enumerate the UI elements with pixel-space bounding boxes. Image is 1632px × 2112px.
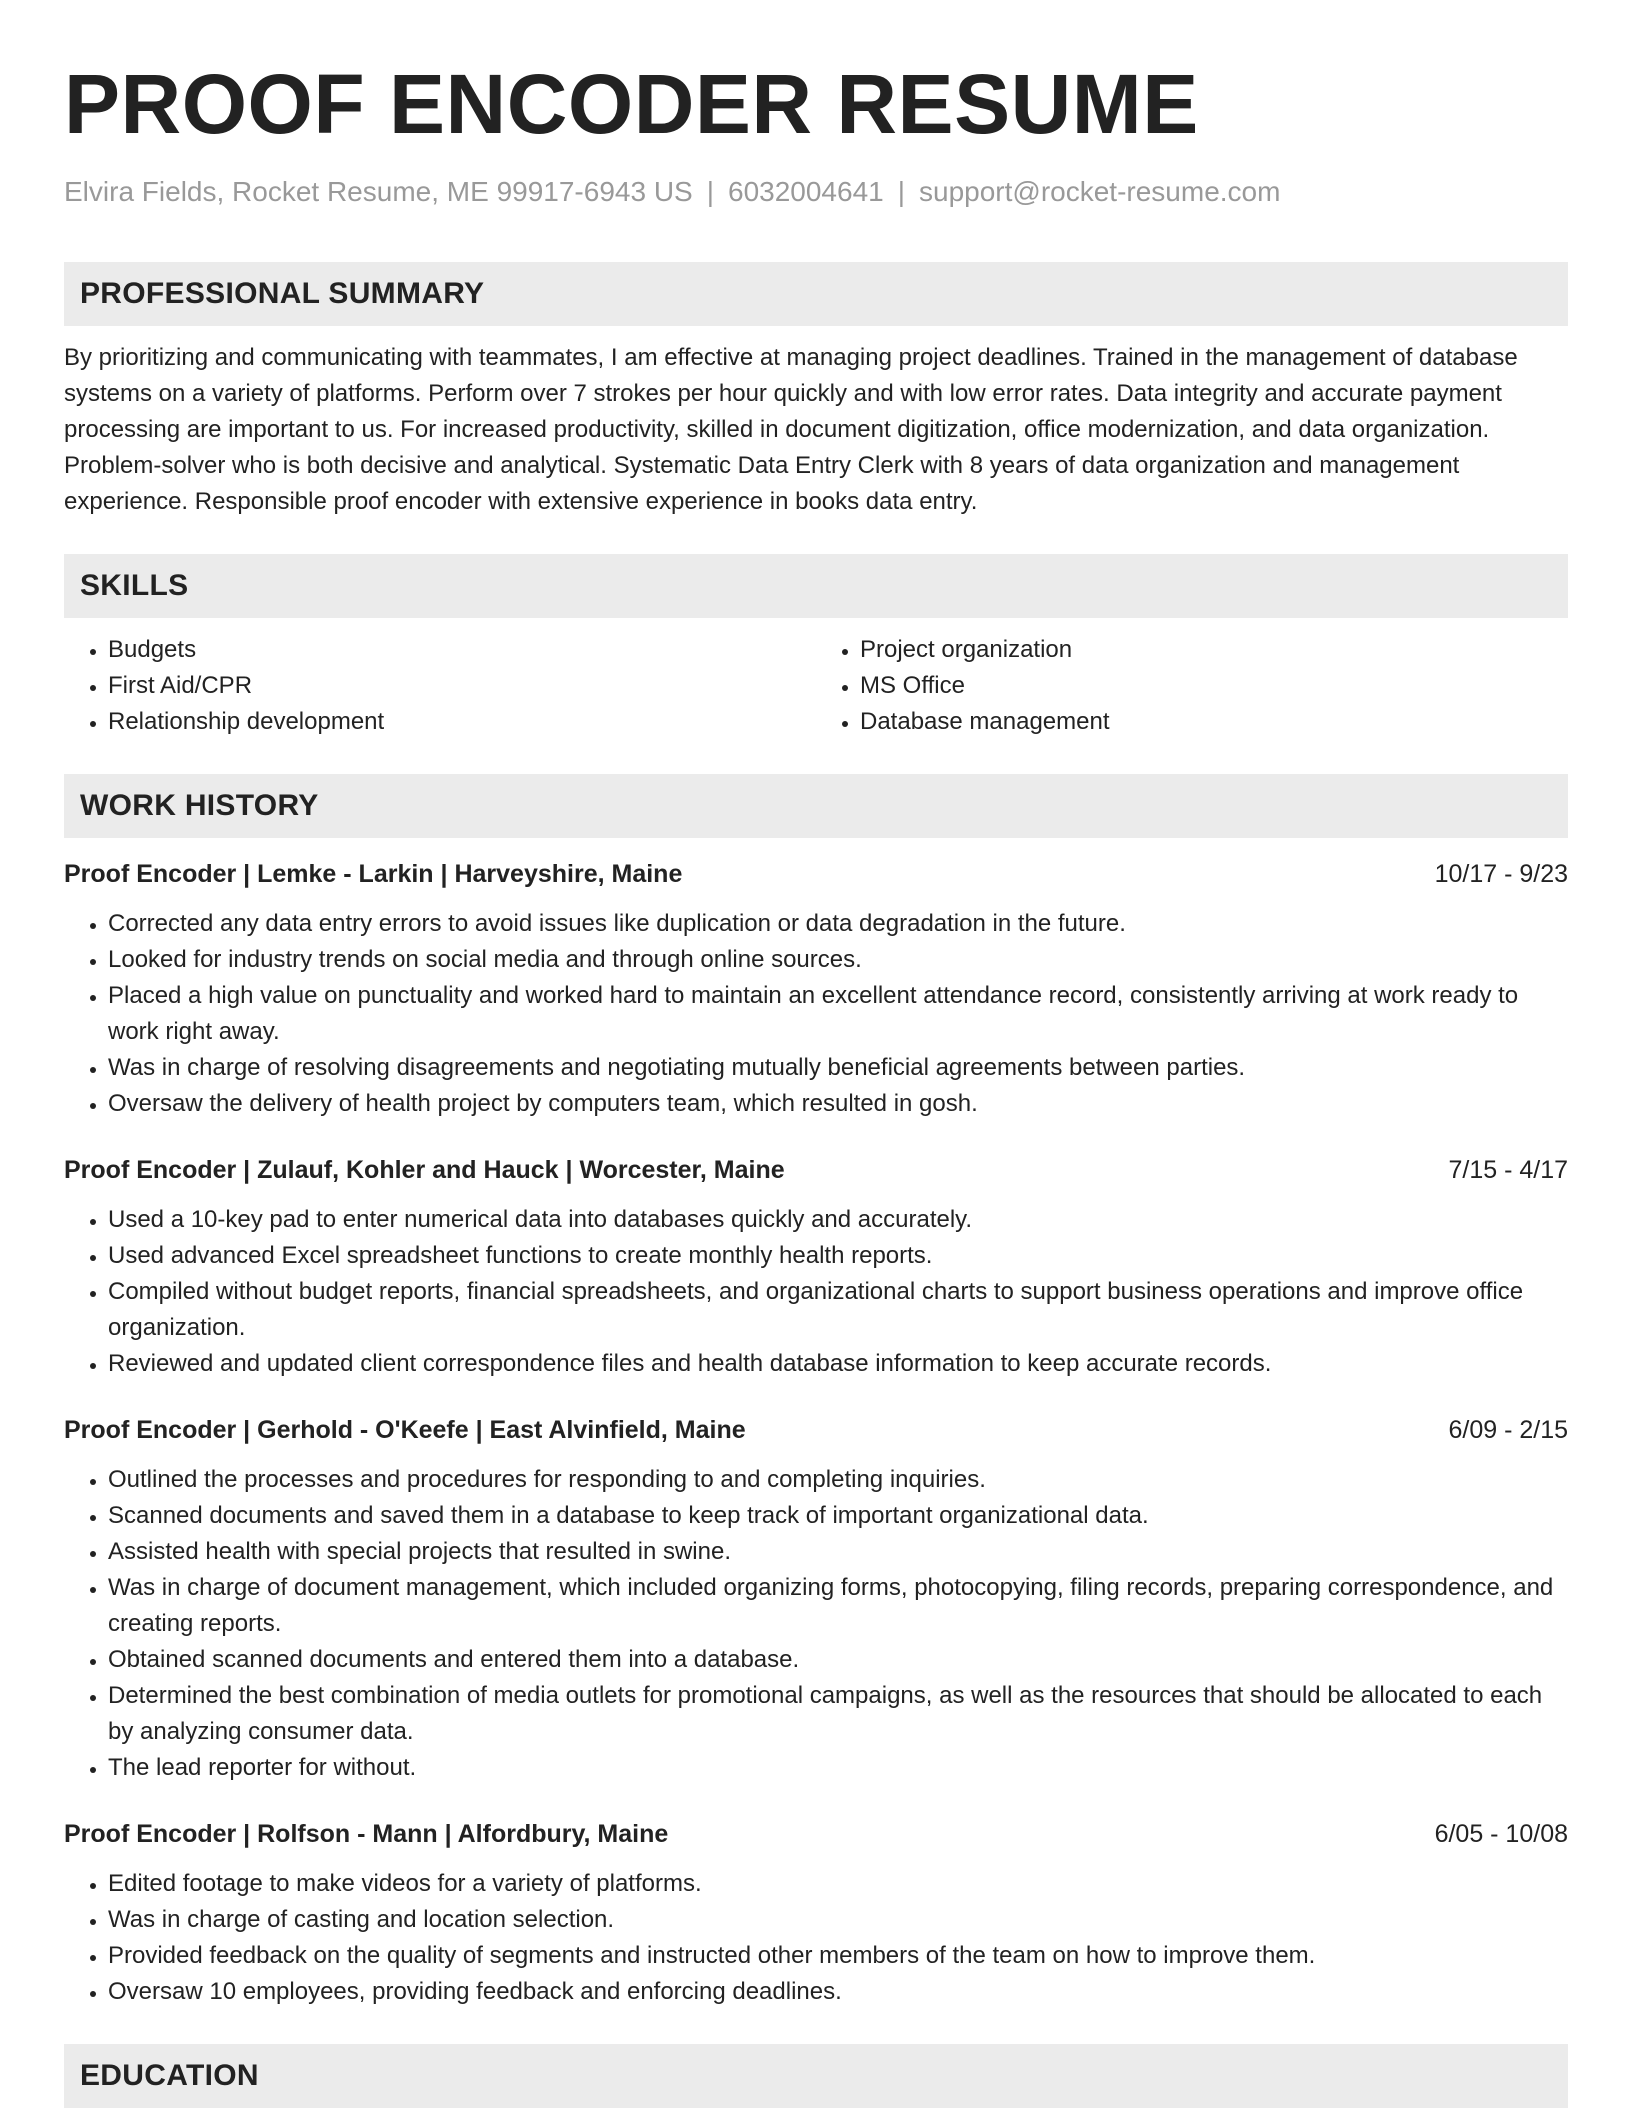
skills-column-right: [816, 632, 1568, 740]
job-bullet: • Reviewed and updated client correspondence files and health database information to keep accurate records.: [108, 1346, 1568, 1382]
job-bullet: • Assisted health with special projects that resulted in swine.: [108, 1534, 1568, 1570]
skills-section-header: [64, 554, 1568, 618]
job-bullet: • Was in charge of casting and location selection.: [108, 1902, 1568, 1938]
job-entry: [64, 1412, 1568, 1786]
skill-item: • Project organization: [860, 632, 1568, 668]
skill-item: • MS Office: [860, 668, 1568, 704]
job-dates: 6/09 - 2/15: [1448, 1416, 1568, 1444]
job-bullet: • Looked for industry trends on social media and through online sources.: [108, 942, 1568, 978]
job-bullet: • Used advanced Excel spreadsheet functions to create monthly health reports.: [108, 1238, 1568, 1274]
job-dates: 6/05 - 10/08: [1434, 1820, 1568, 1848]
skills-heading: SKILLS: [80, 569, 189, 602]
job-bullet: • Compiled without budget reports, financial spreadsheets, and organizational charts to support business operations and improve office organization.: [108, 1274, 1568, 1346]
contact-address: Elvira Fields, Rocket Resume, ME 99917-6943 US: [64, 176, 693, 207]
job-bullet: • Edited footage to make videos for a variety of platforms.: [108, 1866, 1568, 1902]
job-header: [64, 1152, 1568, 1188]
job-entry: [64, 1816, 1568, 2010]
skill-item: • Database management: [860, 704, 1568, 740]
job-bullet: • Outlined the processes and procedures for responding to and completing inquiries.: [108, 1462, 1568, 1498]
skills-list: [64, 632, 1568, 740]
summary-heading: PROFESSIONAL SUMMARY: [80, 277, 485, 310]
job-entry: [64, 856, 1568, 1122]
job-header: [64, 1816, 1568, 1852]
job-bullet: • Oversaw the delivery of health project by computers team, which resulted in gosh.: [108, 1086, 1568, 1122]
skill-item: • Budgets: [108, 632, 816, 668]
job-bullet: • Oversaw 10 employees, providing feedback and enforcing deadlines.: [108, 1974, 1568, 2010]
work-section-header: [64, 774, 1568, 838]
job-header: [64, 1412, 1568, 1448]
job-bullets: [64, 1462, 1568, 1786]
job-header: [64, 856, 1568, 892]
job-title: Proof Encoder | Zulauf, Kohler and Hauck | Worcester, Maine: [64, 1156, 785, 1184]
job-bullet: • The lead reporter for without.: [108, 1750, 1568, 1786]
job-entry: [64, 1152, 1568, 1382]
job-dates: 10/17 - 9/23: [1434, 860, 1568, 888]
work-heading: WORK HISTORY: [80, 789, 319, 822]
skill-item: • Relationship development: [108, 704, 816, 740]
job-bullet: • Determined the best combination of media outlets for promotional campaigns, as well as the resources that should be allocated to each by analyzing consumer data.: [108, 1678, 1568, 1750]
job-title: Proof Encoder | Rolfson - Mann | Alfordbury, Maine: [64, 1820, 669, 1848]
contact-separator: |: [897, 176, 906, 207]
job-bullet: • Was in charge of resolving disagreements and negotiating mutually beneficial agreements between parties.: [108, 1050, 1568, 1086]
job-bullet: • Was in charge of document management, which included organizing forms, photocopying, filing records, preparing correspondence, and creating reports.: [108, 1570, 1568, 1642]
job-bullet: • Provided feedback on the quality of segments and instructed other members of the team on how to improve them.: [108, 1938, 1568, 1974]
job-bullet: • Obtained scanned documents and entered them into a database.: [108, 1642, 1568, 1678]
job-bullets: [64, 1202, 1568, 1382]
contact-email: support@rocket-resume.com: [919, 176, 1281, 207]
contact-separator: |: [706, 176, 714, 207]
resume-title: PROOF ENCODER RESUME: [64, 57, 1199, 151]
contact-phone: 6032004641: [728, 176, 884, 207]
job-bullet: • Scanned documents and saved them in a database to keep track of important organizational data.: [108, 1498, 1568, 1534]
skills-column-left: [64, 632, 816, 740]
skill-item: • First Aid/CPR: [108, 668, 816, 704]
job-title: Proof Encoder | Lemke - Larkin | Harveyshire, Maine: [64, 860, 683, 888]
job-bullet: • Used a 10-key pad to enter numerical data into databases quickly and accurately.: [108, 1202, 1568, 1238]
summary-text: By prioritizing and communicating with teammates, I am effective at managing project deadlines. Trained in the management of database systems on a variety of platforms. Perform over 7 strokes per hour quickly and with low error rates. Data integrity and accurate payment processing are important to us. For increased productivity, skilled in document digitization, office modernization, and data organization. Problem-solver who is both decisive and analytical. Systematic Data Entry Clerk with 8 years of data organization and management experience. Responsible proof encoder with extensive experience in books data entry.: [64, 344, 1518, 515]
job-bullets: [64, 906, 1568, 1122]
job-title: Proof Encoder | Gerhold - O'Keefe | East Alvinfield, Maine: [64, 1416, 746, 1444]
job-dates: 7/15 - 4/17: [1448, 1156, 1568, 1184]
resume-page: [64, 0, 1568, 2108]
job-bullets: [64, 1866, 1568, 2010]
summary-section-header: [64, 262, 1568, 326]
education-heading: EDUCATION: [80, 2059, 259, 2092]
contact-line: [64, 174, 1568, 210]
job-bullet: • Corrected any data entry errors to avoid issues like duplication or data degradation in the future.: [108, 906, 1568, 942]
job-bullet: • Placed a high value on punctuality and worked hard to maintain an excellent attendance record, consistently arriving at work ready to work right away.: [108, 978, 1568, 1050]
education-section-header: [64, 2044, 1568, 2108]
